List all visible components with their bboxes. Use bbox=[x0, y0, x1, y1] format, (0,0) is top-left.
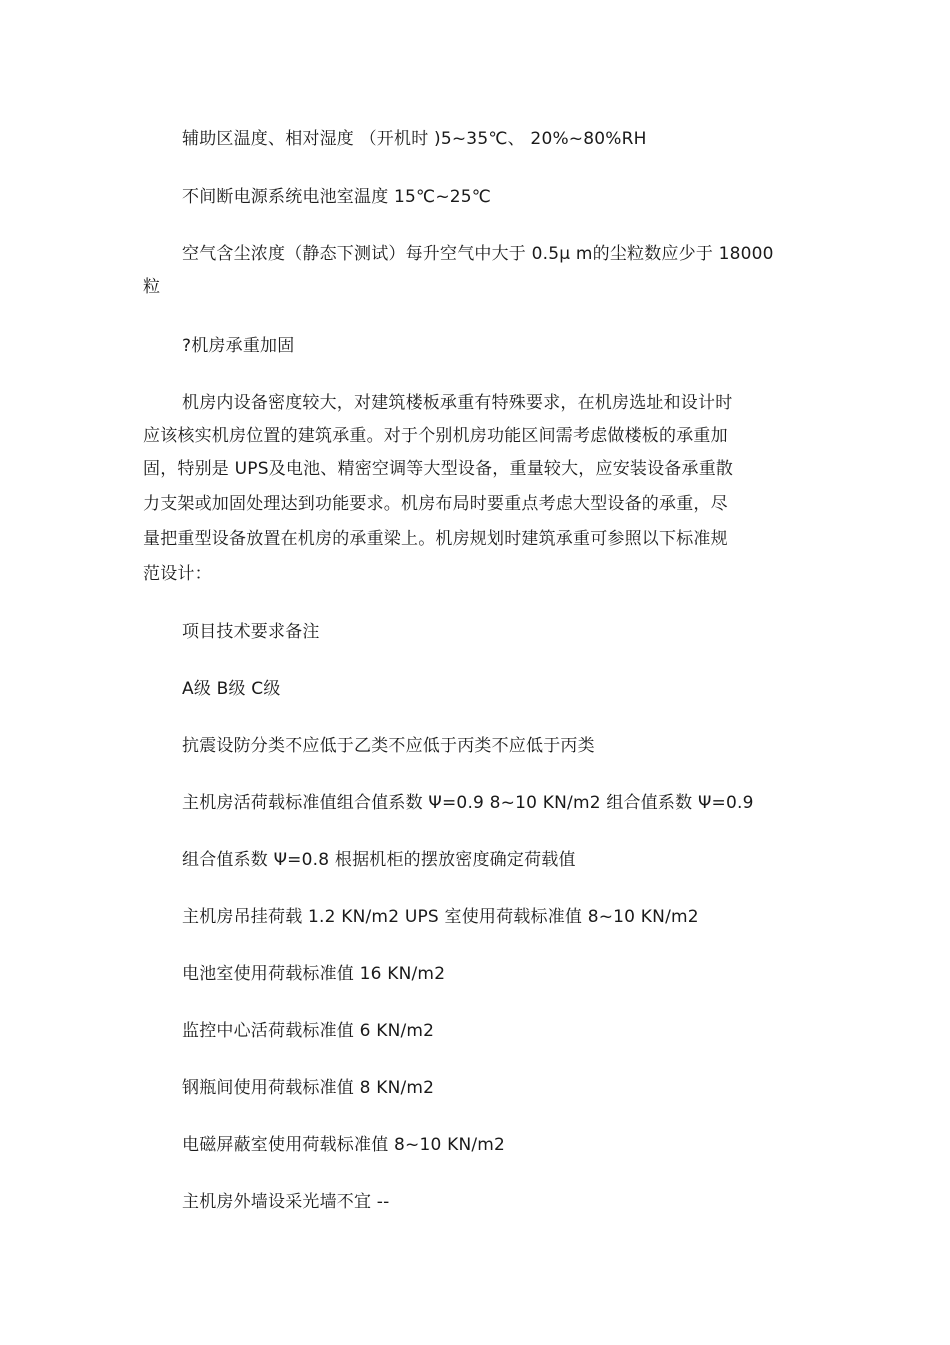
table-row-monitor-center-load: 监控中心活荷载标准值 6 KN/m2 bbox=[182, 1021, 435, 1041]
table-row-seismic: 抗震设防分类不应低于乙类不应低于丙类不应低于丙类 bbox=[182, 736, 595, 756]
paragraph-load-line-1: 机房内设备密度较大，对建筑楼板承重有特殊要求，在机房选址和设计时 bbox=[182, 393, 733, 413]
paragraph-load-line-4: 力支架或加固处理达到功能要求。机房布局时要重点考虑大型设备的承重，尽 bbox=[143, 494, 728, 514]
table-row-exterior-wall: 主机房外墙设采光墙不宜 -- bbox=[182, 1192, 390, 1212]
paragraph-dust-concentration: 空气含尘浓度（静态下测试）每升空气中大于 0.5μ m的尘粒数应少于 18000 bbox=[182, 244, 774, 264]
paragraph-load-line-2: 应该核实机房位置的建筑承重。对于个别机房功能区间需考虑做楼板的承重加 bbox=[143, 426, 728, 446]
table-row-combination-coefficient: 组合值系数 Ψ=0.8 根据机柜的摆放密度确定荷载值 bbox=[182, 850, 576, 870]
paragraph-load-line-6: 范设计： bbox=[143, 564, 212, 584]
paragraph-aux-area-temp-humidity: 辅助区温度、相对湿度 （开机时 )5~35℃、 20%~80%RH bbox=[182, 129, 647, 149]
table-row-cylinder-room-load: 钢瓶间使用荷载标准值 8 KN/m2 bbox=[182, 1078, 435, 1098]
table-header-line: 项目技术要求备注 bbox=[182, 622, 320, 642]
table-row-battery-room-load: 电池室使用荷载标准值 16 KN/m2 bbox=[182, 964, 446, 984]
table-row-main-room-live-load: 主机房活荷载标准值组合值系数 Ψ=0.9 8~10 KN/m2 组合值系数 Ψ=0.9 bbox=[182, 793, 754, 813]
table-row-shielded-room-load: 电磁屏蔽室使用荷载标准值 8~10 KN/m2 bbox=[182, 1135, 506, 1155]
table-row-hanging-load: 主机房吊挂荷载 1.2 KN/m2 UPS 室使用荷载标准值 8~10 KN/m2 bbox=[182, 907, 699, 927]
section-heading-load-reinforcement: ?机房承重加固 bbox=[182, 336, 295, 356]
paragraph-ups-battery-room-temp: 不间断电源系统电池室温度 15℃~25℃ bbox=[182, 187, 492, 207]
paragraph-dust-concentration-cont: 粒 bbox=[143, 277, 161, 297]
paragraph-load-line-3: 固，特别是 UPS及电池、精密空调等大型设备，重量较大，应安装设备承重散 bbox=[143, 459, 734, 479]
table-grade-line: A级 B级 C级 bbox=[182, 679, 281, 699]
paragraph-load-line-5: 量把重型设备放置在机房的承重梁上。机房规划时建筑承重可参照以下标准规 bbox=[143, 529, 728, 549]
